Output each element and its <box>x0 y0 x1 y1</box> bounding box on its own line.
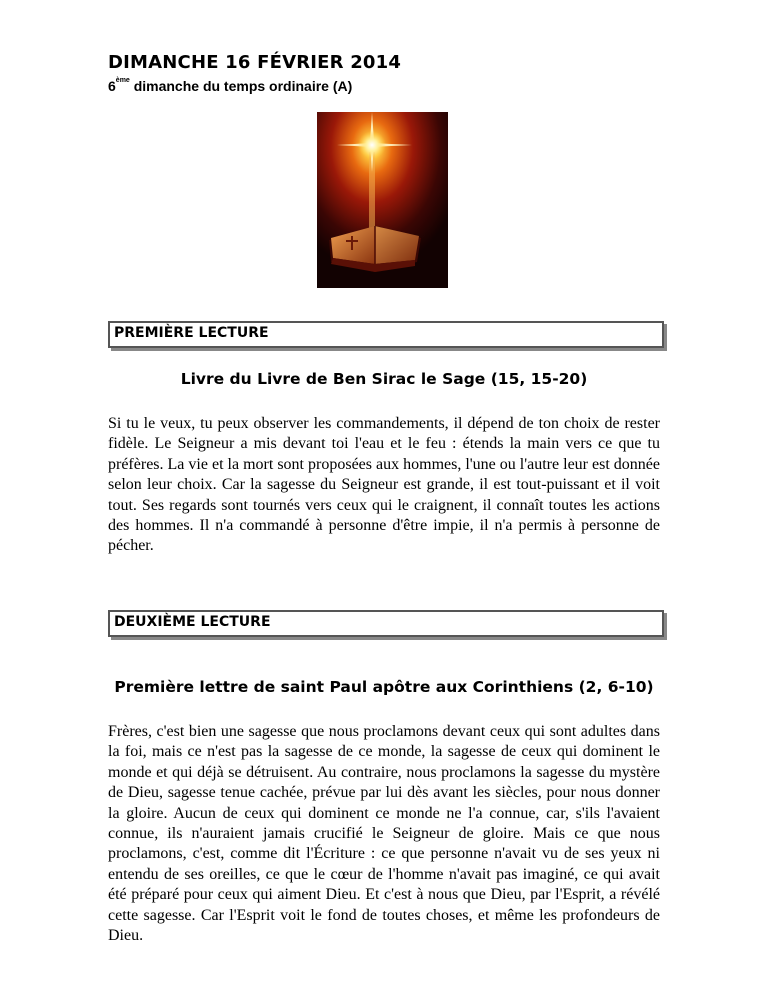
page-title: DIMANCHE 16 FÉVRIER 2014 <box>108 52 402 73</box>
first-reading-text: Si tu le veux, tu peux observer les commandements, il dépend de ton choix de rester fidèle. Le Seigneur a mis devant toi l'eau et le feu : étends la main vers ce que tu préfères. La vie et la mort sont proposées aux hommes, l'une ou l'autre leur est donnée selon leur choix. Car la sagesse du Seigneur est grande, il est tout-puissant et il voit tout. Ses regards sont tournés vers ceux qui le craignent, il connaît toutes les actions des hommes. Il n'a commandé à personne d'être impie, il n'a permis à personne de pécher. <box>108 415 660 555</box>
first-reading-section-label: PREMIÈRE LECTURE <box>114 325 269 341</box>
first-reading-title: Livre du Livre de Ben Sirac le Sage (15, 15-20) <box>180 370 588 388</box>
subtitle-text: dimanche du temps ordinaire (A) <box>129 78 353 94</box>
second-reading-title: Première lettre de saint Paul apôtre aux Corinthiens (2, 6-10) <box>114 678 654 696</box>
subtitle-ordinal: 6 <box>108 78 116 94</box>
second-reading-text: Frères, c'est bien une sagesse que nous proclamons devant ceux qui sont adultes dans la foi, mais ce n'est pas la sagesse de ce monde, la sagesse de ceux qui dominent le monde et qui déjà se détruisent. Au contraire, nous proclamons la sagesse du mystère de Dieu, sagesse tenue cachée, prévue par lui dès avant les siècles, pour nous donner la gloire. Aucun de ceux qui dominent ce monde ne l'a connue, car, s'ils l'avaient connue, ils n'auraient jamais crucifié le Seigneur de gloire. Mais ce que nous proclamons, c'est, comme dit l'Écriture : ce que personne n'avait vu de ses yeux ni entendu de ses oreilles, ce que le cœur de l'homme n'avait pas imaginé, ce qui avait été préparé pour ceux qui aiment Dieu. Et c'est à nous que Dieu, par l'Esprit, a révélé cette sagesse. Car l'Esprit voit le fond de toutes choses, et même les profondeurs de Dieu. <box>108 723 660 945</box>
first-reading-section-header <box>108 321 664 348</box>
second-reading-section-label: DEUXIÈME LECTURE <box>114 614 271 630</box>
second-reading-section-header <box>108 610 664 637</box>
page-subtitle <box>108 78 352 94</box>
subtitle-superscript: ème <box>115 77 130 84</box>
candle-light-bible-image <box>317 112 448 288</box>
